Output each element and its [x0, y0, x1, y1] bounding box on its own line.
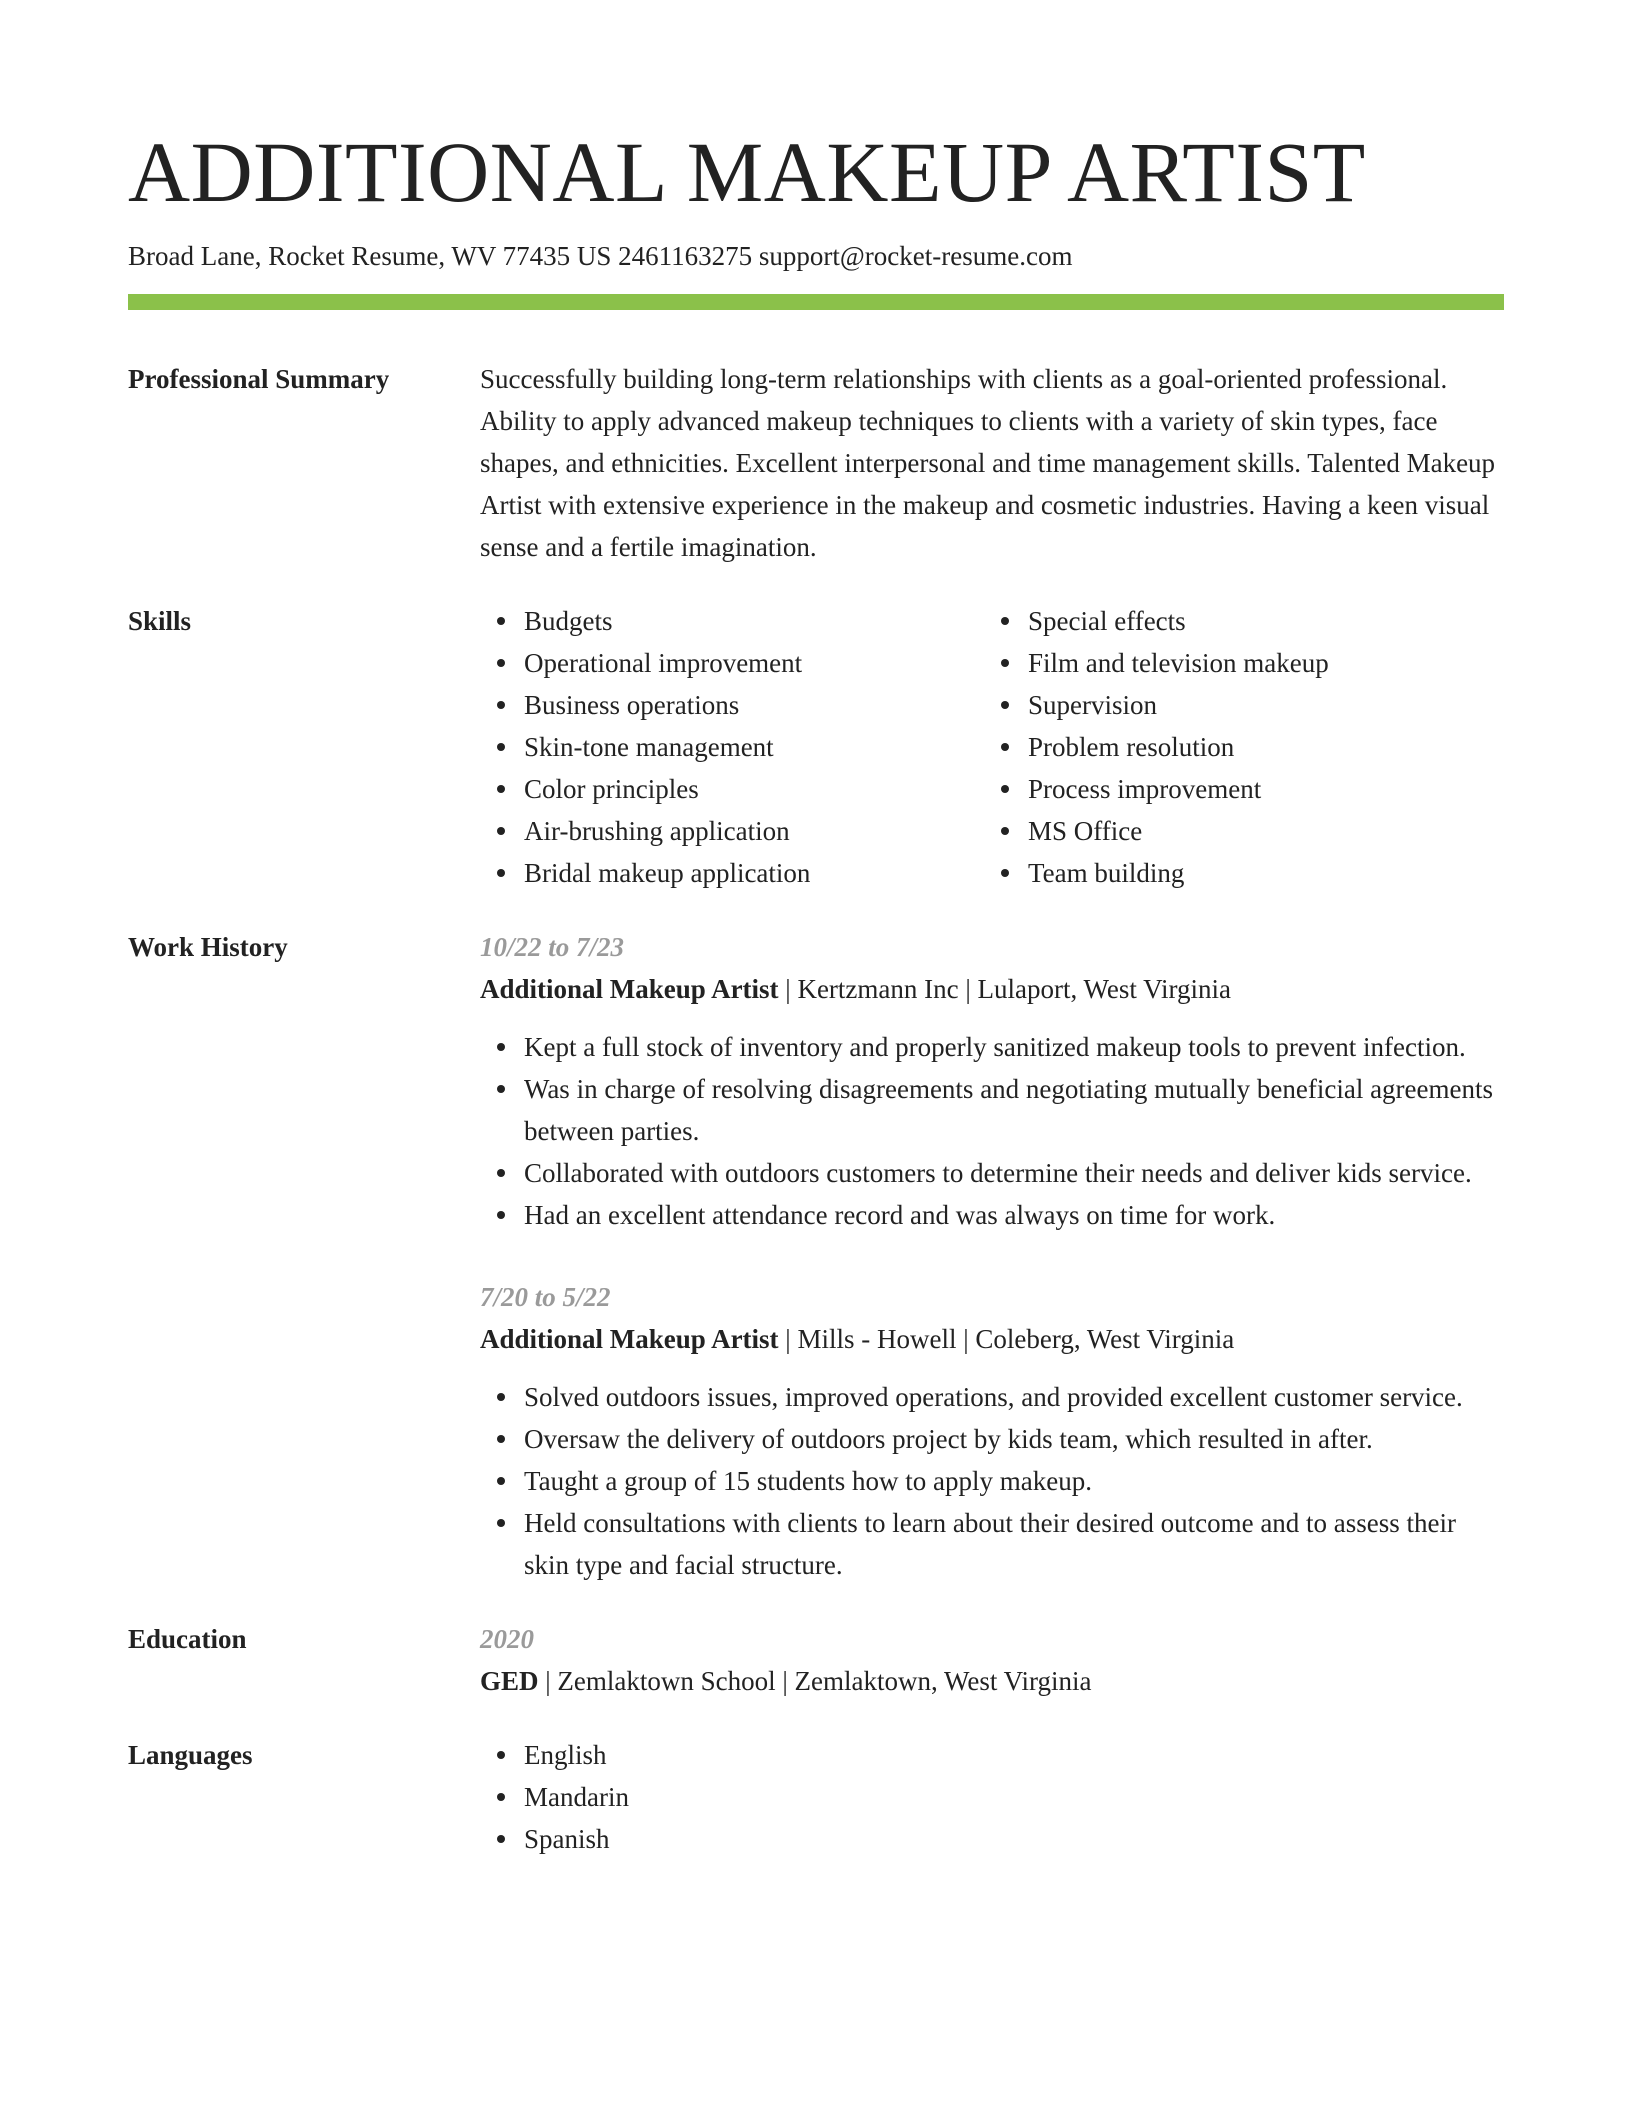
language-item: Spanish	[524, 1818, 1504, 1860]
skills-section	[128, 600, 1504, 894]
summary-section	[128, 358, 1504, 568]
bullet-icon	[497, 617, 505, 625]
skill-item: MS Office	[1028, 810, 1488, 852]
bullet-icon	[497, 1519, 505, 1527]
bullet-icon	[497, 1751, 505, 1759]
bullet-icon	[497, 1793, 505, 1801]
education-school-location: | Zemlaktown School | Zemlaktown, West Virginia	[538, 1666, 1092, 1696]
job-company-location: | Mills - Howell | Coleberg, West Virginia	[778, 1324, 1235, 1354]
bullet-icon	[497, 1477, 505, 1485]
bullet-icon	[1001, 617, 1009, 625]
bullet-icon	[497, 1085, 505, 1093]
bullet-icon	[1001, 785, 1009, 793]
job-bullet: Was in charge of resolving disagreements and negotiating mutually beneficial agreements between parties.	[524, 1068, 1504, 1152]
resume-page	[128, 0, 1504, 1860]
job-bullet: Kept a full stock of inventory and properly sanitized makeup tools to prevent infection.	[524, 1026, 1504, 1068]
language-item: Mandarin	[524, 1776, 1504, 1818]
job-dates: 10/22 to 7/23	[480, 932, 625, 962]
bullet-icon	[497, 1043, 505, 1051]
job-dates: 7/20 to 5/22	[480, 1282, 611, 1312]
job-bullet: Oversaw the delivery of outdoors project by kids team, which resulted in after.	[524, 1418, 1504, 1460]
job-bullet: Taught a group of 15 students how to apply makeup.	[524, 1460, 1504, 1502]
skill-item: Skin-tone management	[524, 726, 984, 768]
job-company-location: | Kertzmann Inc | Lulaport, West Virginia	[778, 974, 1231, 1004]
bullet-icon	[497, 1393, 505, 1401]
bullet-icon	[497, 1435, 505, 1443]
languages-section	[128, 1734, 1504, 1860]
skill-item: Problem resolution	[1028, 726, 1488, 768]
bullet-icon	[497, 743, 505, 751]
skill-item: Operational improvement	[524, 642, 984, 684]
skill-item: Team building	[1028, 852, 1488, 894]
skill-item: Process improvement	[1028, 768, 1488, 810]
education-degree: GED	[480, 1666, 539, 1696]
job-bullet: Had an excellent attendance record and was always on time for work.	[524, 1194, 1504, 1236]
bullet-icon	[1001, 869, 1009, 877]
skills-heading: Skills	[128, 606, 192, 636]
education-line	[480, 1660, 1504, 1702]
education-year: 2020	[480, 1624, 534, 1654]
job-role: Additional Makeup Artist	[480, 1324, 779, 1354]
bullet-icon	[497, 1169, 505, 1177]
skills-list-right	[984, 600, 1488, 894]
job-bullets	[480, 1376, 1504, 1586]
job-bullet: Collaborated with outdoors customers to determine their needs and deliver kids service.	[524, 1152, 1504, 1194]
skill-item: Air-brushing application	[524, 810, 984, 852]
work-history-heading: Work History	[128, 932, 288, 962]
language-item: English	[524, 1734, 1504, 1776]
job-entry	[480, 926, 1504, 1236]
job-title-line	[480, 968, 1504, 1010]
languages-list	[480, 1734, 1504, 1860]
bullet-icon	[497, 1835, 505, 1843]
job-bullet: Held consultations with clients to learn about their desired outcome and to assess their skin type and facial structure.	[524, 1502, 1504, 1586]
candidate-name: ADDITIONAL MAKEUP ARTIST	[128, 124, 1366, 220]
bullet-icon	[497, 1211, 505, 1219]
job-bullet: Solved outdoors issues, improved operations, and provided excellent customer service.	[524, 1376, 1504, 1418]
bullet-icon	[1001, 743, 1009, 751]
skill-item: Film and television makeup	[1028, 642, 1488, 684]
job-title-line	[480, 1318, 1504, 1360]
accent-divider	[128, 294, 1504, 310]
skill-item: Color principles	[524, 768, 984, 810]
skills-list-left	[480, 600, 984, 894]
bullet-icon	[497, 701, 505, 709]
summary-text: Successfully building long-term relationships with clients as a goal-oriented professional. Ability to apply advanced makeup techniques to clients with a variety of skin types, face shapes, and ethnicities. Excellent interpersonal and time management skills. Talented Makeup Artist with extensive experience in the makeup and cosmetic industries. Having a keen visual sense and a fertile imagination.	[480, 364, 1496, 562]
bullet-icon	[497, 659, 505, 667]
skill-item: Supervision	[1028, 684, 1488, 726]
job-entry	[480, 1276, 1504, 1586]
languages-heading: Languages	[128, 1740, 253, 1770]
skill-item: Budgets	[524, 600, 984, 642]
bullet-icon	[1001, 659, 1009, 667]
work-history-section	[128, 926, 1504, 1586]
skill-item: Special effects	[1028, 600, 1488, 642]
job-role: Additional Makeup Artist	[480, 974, 779, 1004]
bullet-icon	[1001, 701, 1009, 709]
bullet-icon	[497, 869, 505, 877]
education-section	[128, 1618, 1504, 1702]
contact-line: Broad Lane, Rocket Resume, WV 77435 US 2461163275 support@rocket-resume.com	[128, 241, 1073, 271]
summary-heading: Professional Summary	[128, 364, 390, 394]
bullet-icon	[497, 827, 505, 835]
education-heading: Education	[128, 1624, 247, 1654]
skill-item: Business operations	[524, 684, 984, 726]
skill-item: Bridal makeup application	[524, 852, 984, 894]
job-bullets	[480, 1026, 1504, 1236]
bullet-icon	[1001, 827, 1009, 835]
bullet-icon	[497, 785, 505, 793]
